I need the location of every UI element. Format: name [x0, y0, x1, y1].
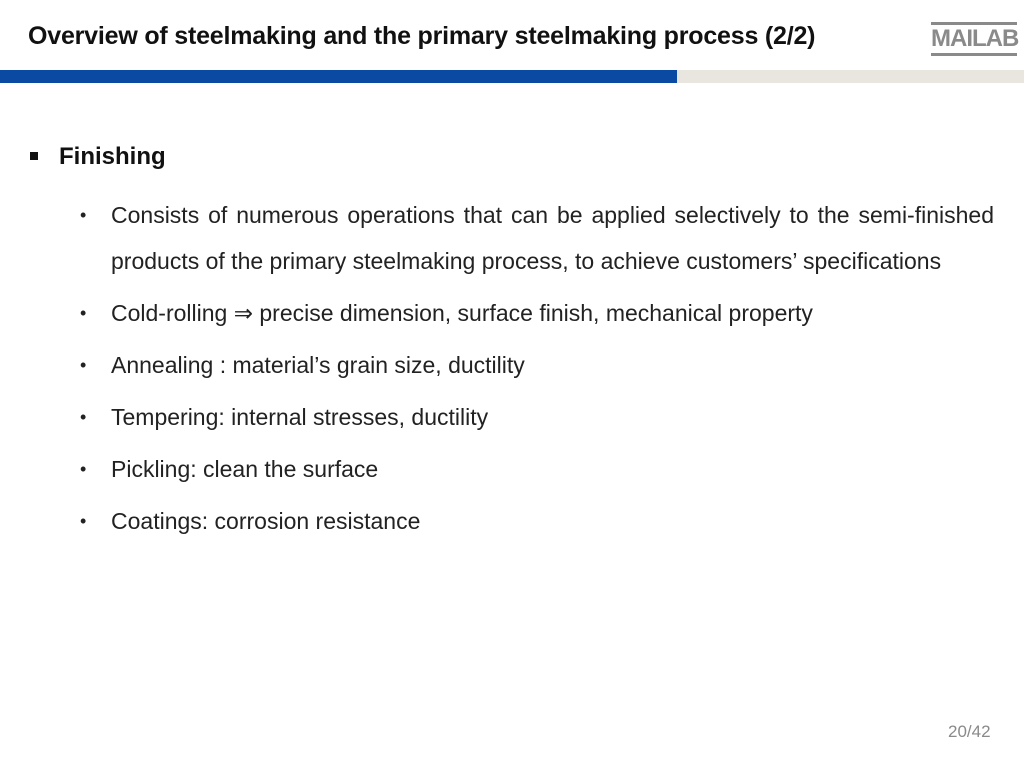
list-item-text: Annealing : material’s grain size, ductility	[111, 352, 525, 378]
list-item	[78, 342, 994, 388]
mailab-logo	[931, 22, 1017, 56]
section-heading: Finishing	[59, 143, 166, 170]
list-item-text: Tempering: internal stresses, ductility	[111, 404, 489, 430]
header-neutral-bar	[677, 70, 1024, 83]
list-item	[78, 446, 994, 492]
bullet-icon: •	[80, 511, 87, 531]
bullet-icon: •	[80, 355, 87, 375]
slide-title: Overview of steelmaking and the primary steelmaking process (2/2)	[28, 22, 816, 50]
bullet-icon: •	[80, 205, 87, 225]
header-accent-bar	[0, 70, 677, 83]
bullet-icon: •	[80, 459, 87, 479]
logo-bottom-rule	[931, 53, 1017, 56]
list-item-text: Cold-rolling ⇒ precise dimension, surface finish, mechanical property	[111, 300, 813, 326]
square-bullet-icon	[30, 152, 38, 160]
list-item-text: Consists of numerous operations that can be applied selectively to the semi-finished products of the primary steelmaking process, to achieve customers’ specifications	[111, 202, 994, 274]
list-item-text: Pickling: clean the surface	[111, 456, 379, 482]
list-item	[78, 498, 994, 544]
list-item	[78, 290, 994, 336]
page-number: 20/42	[948, 722, 991, 741]
logo-text: MAILAB	[931, 25, 1019, 52]
list-item	[78, 192, 994, 284]
list-item	[78, 394, 994, 440]
bullet-icon: •	[80, 407, 87, 427]
bullet-list	[78, 192, 994, 550]
list-item-text: Coatings: corrosion resistance	[111, 508, 421, 534]
bullet-icon: •	[80, 303, 87, 323]
